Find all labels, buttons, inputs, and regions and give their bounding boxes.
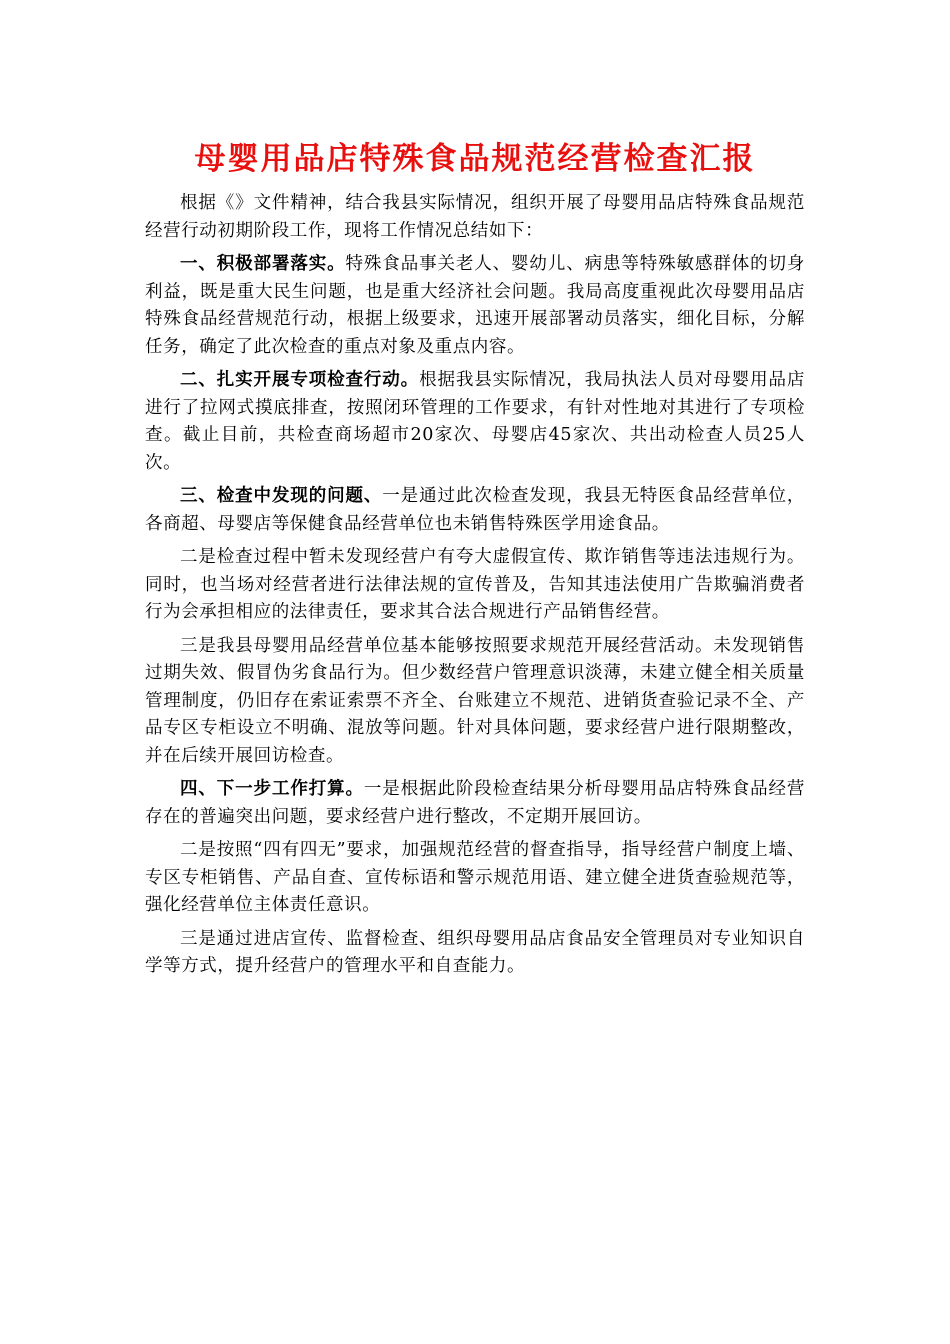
body-paragraph (145, 483, 805, 538)
body-paragraph (145, 926, 805, 981)
body-paragraph (145, 837, 805, 920)
body-paragraph (145, 776, 805, 831)
document-title: 母婴用品店特殊食品规范经营检查汇报 (194, 141, 756, 177)
section-heading: 三、检查中发现的问题、 (180, 486, 383, 506)
paragraph-text: 一是根据此阶段检查结果分析母婴用品店特殊食品经营存在的普遍突出问题，要求经营户进行整改，不定期开展回访。 (145, 779, 805, 827)
body-paragraph (145, 544, 805, 627)
document-body (145, 190, 805, 981)
paragraph-text: 二是按照“四有四无”要求，加强规范经营的督查指导，指导经营户制度上墙、专区专柜销售、产品自查、宣传标语和警示规范用语、建立健全进货查验规范等，强化经营单位主体责任意识。 (145, 840, 805, 915)
paragraph-text: 根据我县实际情况，我局执法人员对母婴用品店进行了拉网式摸底排查，按照闭环管理的工作要求，有针对性地对其进行了专项检查。截止目前，共检查商场超市20家次、母婴店45家次、共出动检查人员25人次。 (145, 370, 805, 473)
body-paragraph (145, 633, 805, 771)
paragraph-text: 根据《》文件精神，结合我县实际情况，组织开展了母婴用品店特殊食品规范经营行动初期阶段工作，现将工作情况总结如下： (145, 193, 805, 241)
body-paragraph (145, 190, 805, 245)
paragraph-text: 三是我县母婴用品经营单位基本能够按照要求规范开展经营活动。未发现销售过期失效、假冒伪劣食品行为。但少数经营户管理意识淡薄，未建立健全相关质量管理制度，仍旧存在索证索票不齐全、台账建立不规范、进销货查验记录不全、产品专区专柜设立不明确、混放等问题。针对具体问题，要求经营户进行限期整改，并在后续开展回访检查。 (145, 635, 805, 766)
section-heading: 一、积极部署落实。 (180, 254, 346, 274)
paragraph-text: 特殊食品事关老人、婴幼儿、病患等特殊敏感群体的切身利益，既是重大民生问题，也是重大经济社会问题。我局高度重视此次母婴用品店特殊食品经营规范行动，根据上级要求，迅速开展部署动员落实，细化目标，分解任务，确定了此次检查的重点对象及重点内容。 (145, 254, 805, 357)
paragraph-text: 三是通过进店宣传、监督检查、组织母婴用品店食品安全管理员对专业知识自学等方式，提升经营户的管理水平和自查能力。 (145, 928, 805, 976)
document-page (145, 138, 805, 987)
body-paragraph (145, 251, 805, 361)
section-heading: 二、扎实开展专项检查行动。 (180, 370, 420, 390)
section-heading: 四、下一步工作打算。 (180, 779, 364, 799)
body-paragraph (145, 367, 805, 477)
paragraph-text: 一是通过此次检查发现，我县无特医食品经营单位，各商超、母婴店等保健食品经营单位也未销售特殊医学用途食品。 (145, 486, 805, 534)
paragraph-text: 二是检查过程中暂未发现经营户有夸大虚假宣传、欺诈销售等违法违规行为。同时，也当场对经营者进行法律法规的宣传普及，告知其违法使用广告欺骗消费者行为会承担相应的法律责任，要求其合法合规进行产品销售经营。 (145, 547, 805, 622)
